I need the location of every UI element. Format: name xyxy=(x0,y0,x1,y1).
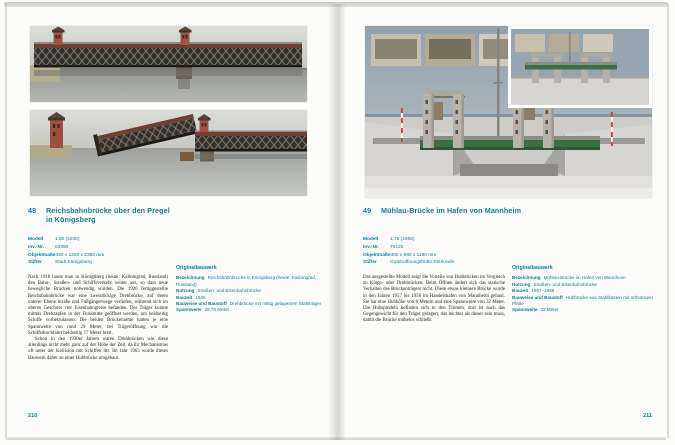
page-title: Reichsbahnbrücke über den Pregel in Königsberg xyxy=(46,206,170,224)
field-row: Bauweise und Baustoff Hubbrücke aus Stahlkästen mit orthotroper Platte xyxy=(512,294,654,307)
meta-row: Inv.-Nr. 63380 xyxy=(28,244,69,250)
page-number: 211 xyxy=(642,413,652,419)
lift-deck xyxy=(420,136,600,150)
model-metadata xyxy=(363,236,513,267)
body-paragraph: Nach 1918 baute man in Königsberg (heute: Kaliningrad, Russland) den Bahn-, Straßen- und Schiffsverkehr weiter aus, so dass neue bewegliche Brücken notwendig wurden. Die 1926 fertiggestellte Reichsbahnbrücke war eine zweistöckige Drehbrücke, auf deren unterer Ebene Straße und Fußgängerwege verliefen, während sich im oberen Geschoss vier Eisenbahngleise befanden. Der Träger konnte mittels Drehzapfen in der Flussmitte geöffnet werden, um beidseitig Schiffe vorbeizulassen. Die beiden Brückenarme hatten je eine Spannweite von rund 29 Meter, bei Trägeröffnung war die Schiffsdurchfahrt beidseitig 17 Meter breit. xyxy=(28,275,168,336)
swing-bridge-closed-photo xyxy=(30,26,307,102)
catalog-entry-heading xyxy=(363,206,663,215)
signal-pole-icon xyxy=(401,108,403,142)
meta-row: Modell 1:50 (1930) xyxy=(28,237,80,242)
body-text xyxy=(363,275,505,325)
originalbauwerk-box xyxy=(512,265,658,314)
swing-bridge-open-photo xyxy=(30,110,307,196)
catalog-entry-heading xyxy=(28,206,328,224)
field-row: Spannweite 28,70 Meter xyxy=(176,307,230,313)
meta-row: Objektmaße300 x 560 x 1180 mm xyxy=(363,252,437,258)
field-row: Bauweise und Baustoff Drehbrücke mit mittig gelagertem Stahlträger xyxy=(176,301,322,307)
meta-row: Stifter Stadt Königsberg xyxy=(28,260,92,266)
signal-pole-icon xyxy=(611,112,613,146)
body-paragraph: Schon in den 1930er Jahren waren Drehbrücken wie diese allerdings nicht mehr ganz auf der Höhe der Zeit, da ihr Mechanismus oft unter der Kollision mit Schiffen litt. Im Jahr 1963 wurde dieses Bauwerk daher zu einer Hubbrücke umgebaut. xyxy=(28,337,168,361)
page-title: Mühlau-Brücke im Hafen von Mannheim xyxy=(381,206,522,215)
fixed-span xyxy=(195,131,307,162)
meta-row: Stifter Gutehoffnungshütte Sterkrade xyxy=(363,260,455,266)
meta-row: Objektmaße430 x 1220 x 2350 mm xyxy=(28,252,105,258)
field-row: Bezeichnung Mühlau-Brücke im Hafen von Mannheim xyxy=(512,275,626,281)
page-number: 210 xyxy=(28,413,38,419)
lift-bridge-photo xyxy=(365,26,652,198)
field-row: Bauzeit 1926 xyxy=(176,294,206,300)
field-row: Spannweite 32 Meter xyxy=(512,307,559,313)
catalog-number: 48 xyxy=(28,206,37,215)
originalbauwerk-title: Originalbauwerk xyxy=(176,265,217,271)
bridge-tower-icon xyxy=(48,112,66,148)
field-row: Bauzeit 1957–1958 xyxy=(512,288,555,294)
scan-right-edge xyxy=(667,4,669,438)
scan-left-edge xyxy=(5,4,7,438)
field-row: Nutzung Straßen- und Eisenbahnbrücke xyxy=(176,288,261,294)
model-metadata xyxy=(28,236,178,267)
body-paragraph: Das ausgestellte Modell zeigt die Vorteile von Hubbrücken im Vergleich zu Klapp- oder Drehbrücken: Beim Öffnen ändert sich das statische Verhalten des Brückenträgers nicht. Diese etwas kleinere Brücke wurde in den Jahren 1957 bis 1958 im Handelshafen von Mannheim gebaut. Sie hat eine Hubhöhe von 6 Metern und eine Spannweite von 32 Meter. Die Hubspindeln befinden sich in den Türmen, dort ist auch das Gegengewicht für den Träger gelagert, das leichter als dieser sein muss, damit die Brücke mühelos schließt. xyxy=(363,275,505,324)
field-row: Bezeichnung Reichsbahnbrücke in Königsberg (heute: Kaliningrad, Russland) xyxy=(176,275,317,287)
originalbauwerk-box xyxy=(176,265,322,314)
meta-row: Inv.-Nr. 76125 xyxy=(363,244,404,250)
page-gutter xyxy=(328,4,346,440)
meta-row: Modell 1:75 (1958) xyxy=(363,237,415,242)
originalbauwerk-title: Originalbauwerk xyxy=(512,265,553,271)
field-row: Nutzung Straßen- und Eisenbahnbrücke xyxy=(512,281,597,287)
body-text xyxy=(28,275,168,362)
catalog-number: 49 xyxy=(363,206,372,215)
inset-photo xyxy=(508,26,652,108)
